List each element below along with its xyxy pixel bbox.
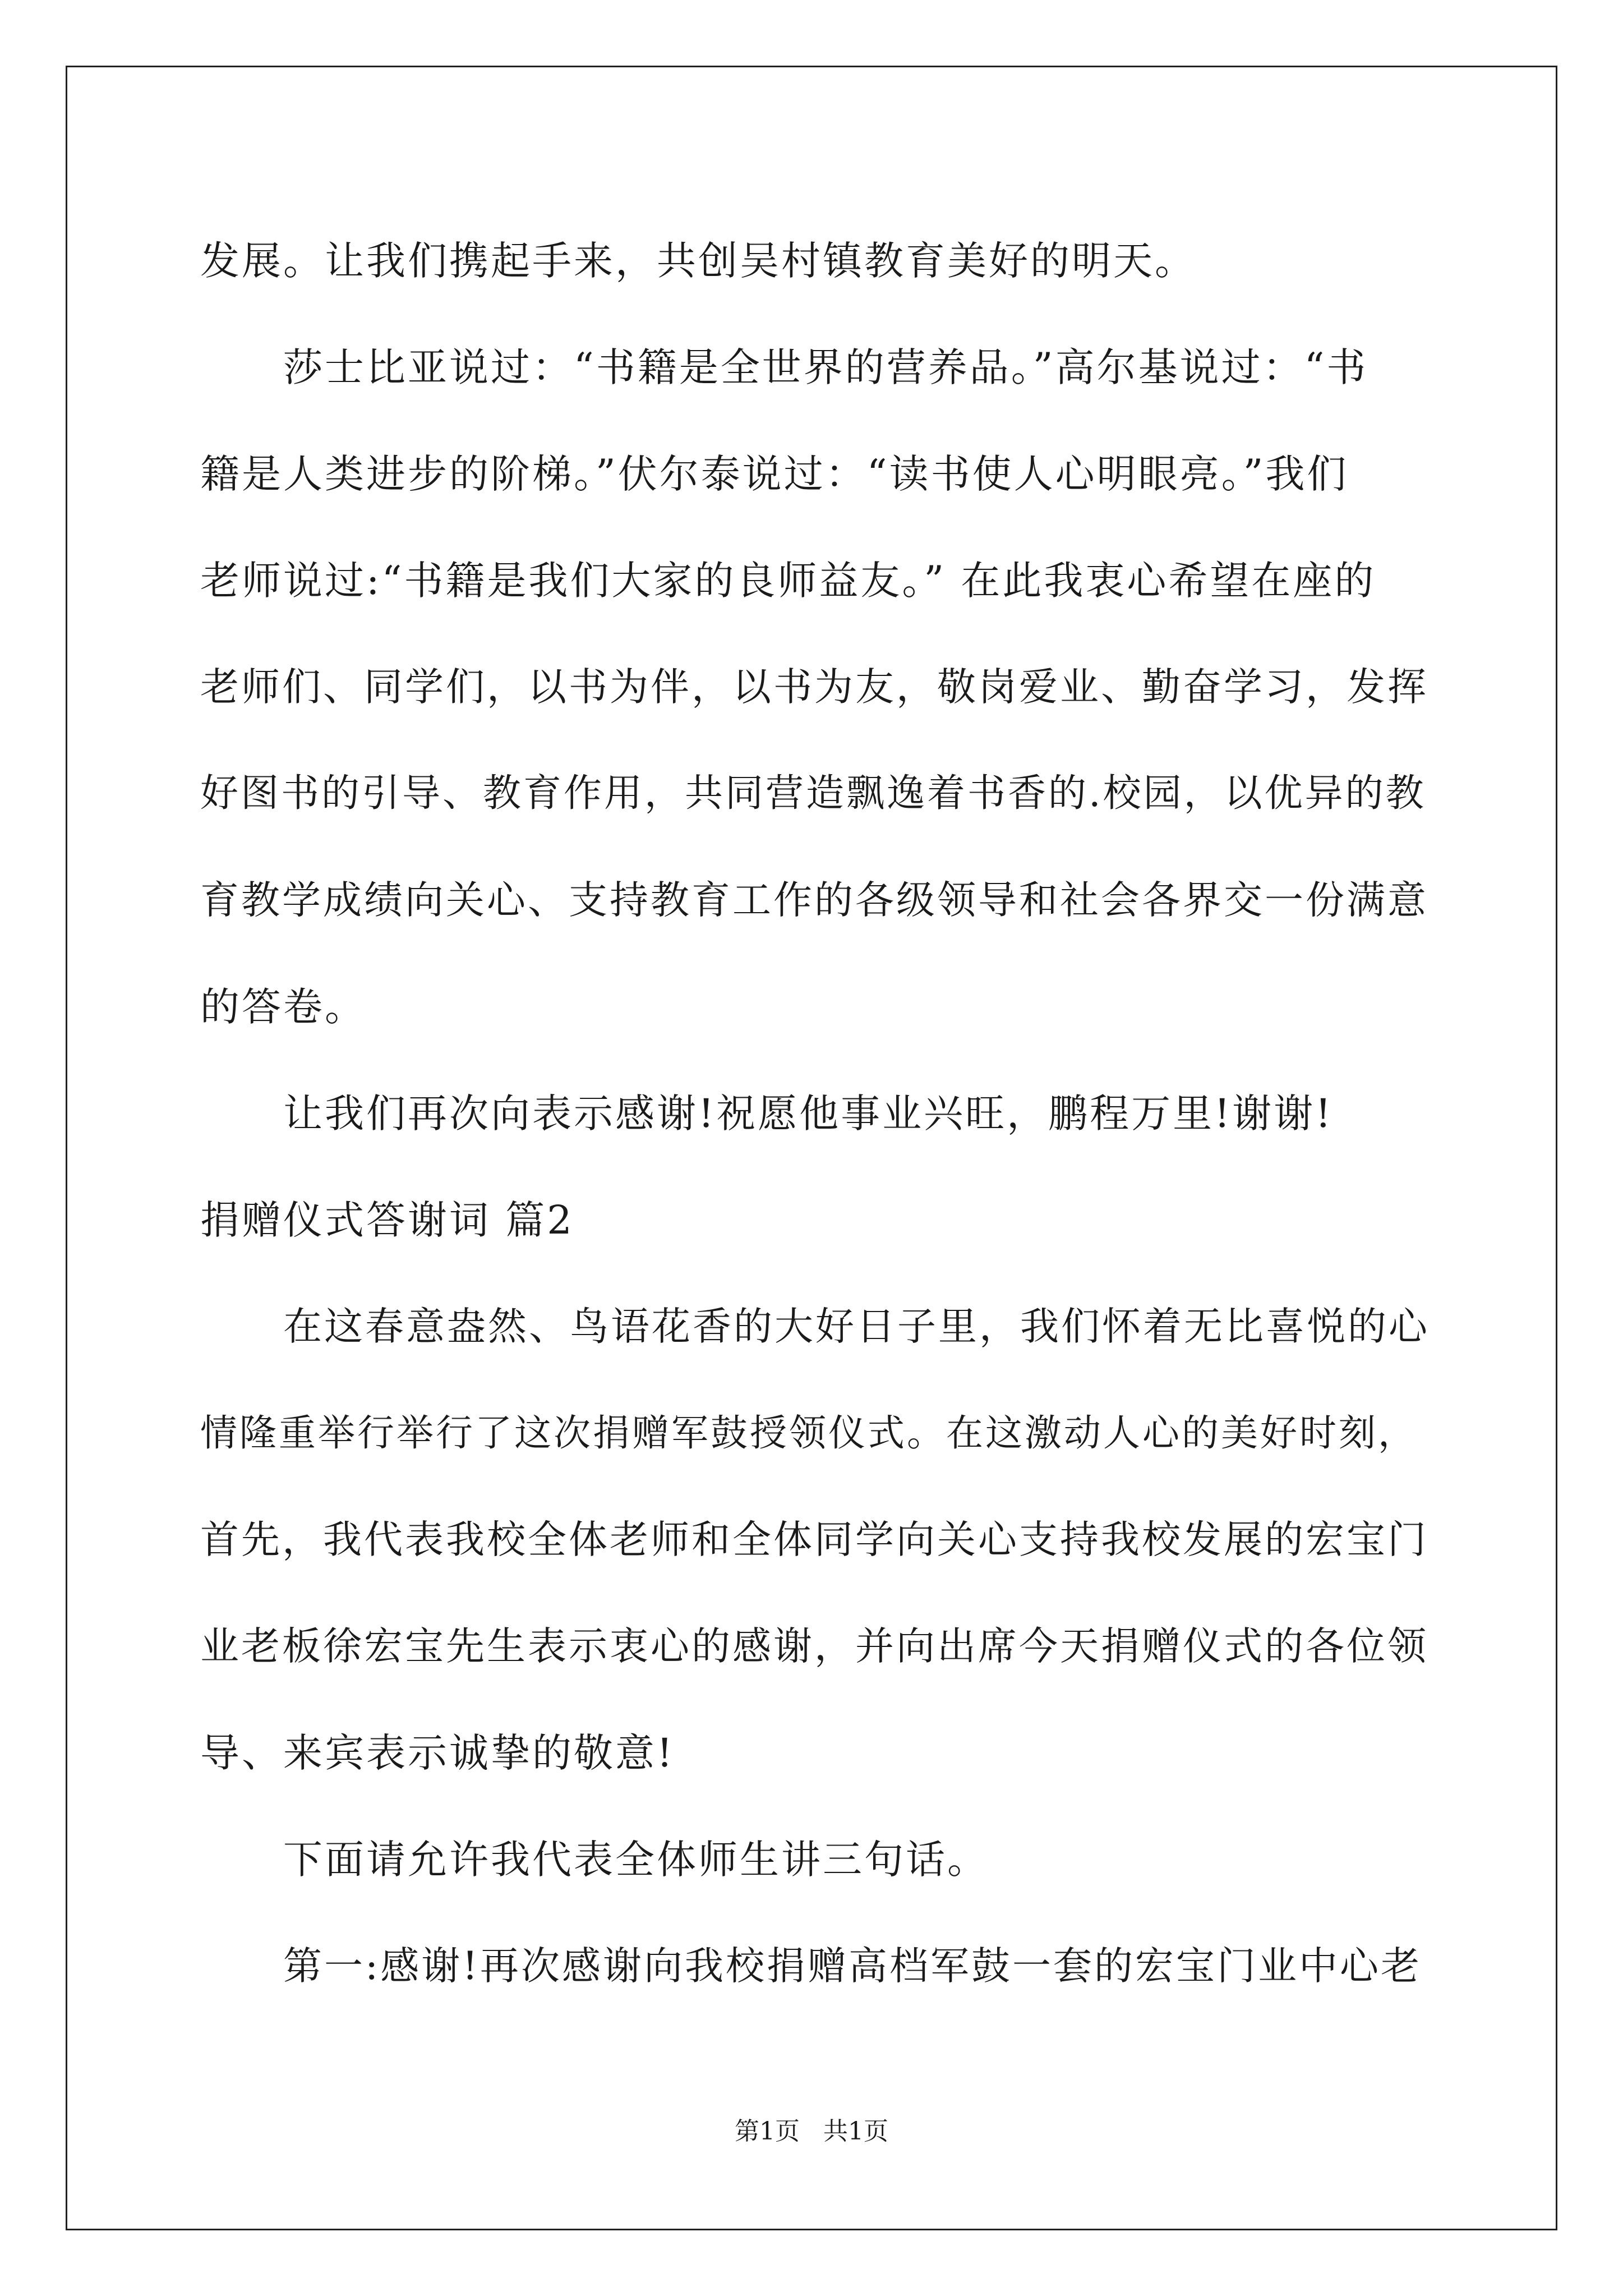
paragraph-line: 第一:感谢!再次感谢向我校捐赠高档军鼓一套的宏宝门业中心老 xyxy=(283,1944,1422,1989)
paragraph-line: 老师们、同学们，以书为伴，以书为友，敬岗爱业、勤奋学习，发挥 xyxy=(200,665,1428,710)
paragraph-line: 好图书的引导、教育作用，共同营造飘逸着书香的.校园，以优异的教 xyxy=(200,771,1426,816)
paragraph-line: 在这春意盎然、鸟语花香的大好日子里，我们怀着无比喜悦的心 xyxy=(283,1304,1430,1349)
paragraph-line: 的答卷。 xyxy=(200,984,366,1030)
paragraph-line: 情隆重举行举行了这次捐赠军鼓授领仪式。在这激动人心的美好时刻， xyxy=(200,1411,1417,1455)
paragraph-line: 老师说过:“书籍是我们大家的良师益友。” 在此我衷心希望在座的 xyxy=(200,558,1376,604)
paragraph-line: 莎士比亚说过：“书籍是全世界的营养品。”高尔基说过：“书 xyxy=(283,344,1368,390)
paragraph-line: 首先，我代表我校全体老师和全体同学向关心支持我校发展的宏宝门 xyxy=(200,1517,1428,1562)
paragraph-line: 业老板徐宏宝先生表示衷心的感谢，并向出席今天捐赠仪式的各位领 xyxy=(200,1624,1428,1669)
page-number: 第1页 xyxy=(735,2117,800,2146)
document-body xyxy=(200,208,1432,2019)
page-total: 共1页 xyxy=(823,2117,888,2146)
paragraph-line: 籍是人类进步的阶梯。”伏尔泰说过：“读书使人心明眼亮。”我们 xyxy=(200,451,1349,497)
paragraph-line: 育教学成绩向关心、支持教育工作的各级领导和社会各界交一份满意 xyxy=(200,878,1428,923)
paragraph-line: 发展。让我们携起手来，共创吴村镇教育美好的明天。 xyxy=(200,238,1196,284)
page-footer xyxy=(0,2115,1623,2148)
paragraph-line: 让我们再次向表示感谢!祝愿他事业兴旺，鹏程万里!谢谢! xyxy=(283,1091,1334,1137)
section-heading: 捐赠仪式答谢词 篇2 xyxy=(200,1197,574,1243)
paragraph-line: 导、来宾表示诚挚的敬意! xyxy=(200,1730,675,1776)
paragraph-line: 下面请允许我代表全体师生讲三句话。 xyxy=(283,1837,989,1883)
